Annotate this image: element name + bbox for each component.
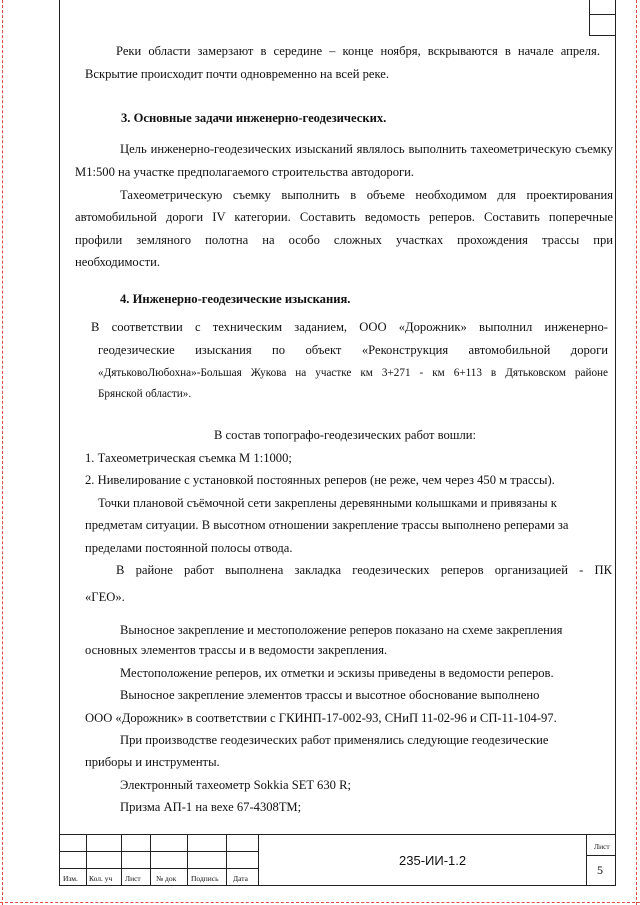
corner-box-edge (589, 0, 590, 14)
paragraph-line: Призма АП-1 на вехе 67-4308ТМ; (120, 800, 302, 814)
paragraph-line: В соответствии с техническим заданием, ООО «Дорожник» выполнил инженерно- (91, 320, 608, 334)
paragraph-line: Местоположение реперов, их отметки и эскизы приведены в ведомости реперов. (120, 666, 554, 680)
paragraph-line: Брянской области». (98, 388, 192, 400)
paragraph-line: предметам ситуации. В высотном отношении закрепление трассы выполнено реперами за (85, 518, 569, 532)
paragraph-line: приборы и инструменты. (85, 755, 220, 769)
paragraph-line: М1:500 на участке предполагаемого строительства автодороги. (75, 165, 415, 179)
title-block (59, 834, 616, 886)
paragraph-line: Вскрытие происходит почти одновременно на всей реке. (85, 67, 390, 81)
col-data: Дата (233, 874, 248, 883)
paragraph-line: пределами постоянной полосы отвода. (85, 541, 293, 555)
paragraph-line: Выносное закрепление элементов трассы и высотное обоснование выполнено (120, 688, 540, 702)
paragraph-line: Цель инженерно-геодезических изысканий являлось выполнить тахеометрическую съемку (120, 142, 613, 156)
paragraph-line: «ГЕО». (85, 590, 125, 604)
paragraph-line: автомобильной дороги IV категории. Составить ведомость реперов. Составить поперечные (75, 210, 613, 224)
stamp-line (586, 834, 587, 886)
paragraph-line: Тахеометрическую съемку выполнить в объеме необходимом для проектирования (120, 188, 613, 202)
paragraph-line: профили земляного полотна на особо сложных участках прохождения трассы при (75, 233, 613, 247)
cut-line-left (2, 0, 3, 905)
sheet-label: Лист (594, 842, 610, 851)
stamp-line (121, 834, 122, 886)
stamp-line (150, 834, 151, 886)
sheet-number: 5 (597, 863, 603, 877)
col-ndok: № док (156, 874, 177, 883)
paragraph-line: Выносное закрепление и местоположение реперов показано на схеме закрепления (120, 623, 563, 637)
corner-box (589, 14, 616, 36)
paragraph-line: «ДятьковоЛюбохна»-Большая Жукова на участке км 3+271 - км 6+113 в Дятьковском районе (98, 367, 608, 379)
col-kol: Кол. уч (89, 874, 113, 883)
paragraph-line: ООО «Дорожник» в соответствии с ГКИНП-17-002-93, СНиП 11-02-96 и СП-11-104-97. (85, 711, 557, 725)
paragraph-line: необходимости. (75, 255, 161, 269)
stamp-line (226, 834, 227, 886)
page-frame (59, 0, 616, 886)
list-item: 2. Нивелирование с установкой постоянных реперов (не реже, чем через 450 м трассы). (85, 473, 555, 487)
col-podpis: Подпись (191, 874, 219, 883)
section-heading-3: 3. Основные задачи инженерно-геодезических. (121, 111, 387, 125)
col-list: Лист (125, 874, 141, 883)
document-code: 235-ИИ-1.2 (399, 853, 467, 868)
list-item: 1. Тахеометрическая съемка М 1:1000; (85, 451, 292, 465)
paragraph-line: Электронный тахеометр Sokkia SET 630 R; (120, 778, 351, 792)
paragraph-line: геодезические изыскания по объект «Реконструкция автомобильной дороги (98, 343, 608, 357)
stamp-line (59, 834, 616, 835)
stamp-line (59, 851, 258, 852)
stamp-line (86, 834, 87, 886)
cut-line-bottom (0, 902, 640, 903)
cut-line-right (636, 0, 637, 905)
stamp-line (59, 868, 258, 869)
paragraph-line: Точки плановой съёмочной сети закреплены деревянными колышками и привязаны к (98, 496, 557, 510)
paragraph-line: В районе работ выполнена закладка геодезических реперов организацией - ПК (116, 563, 612, 577)
works-title: В состав топографо-геодезических работ вошли: (214, 428, 477, 442)
col-izm: Изм. (63, 874, 78, 883)
stamp-line (586, 855, 616, 856)
stamp-line (187, 834, 188, 886)
section-heading-4: 4. Инженерно-геодезические изыскания. (120, 292, 351, 306)
paragraph-line: основных элементов трассы и в ведомости закрепления. (85, 643, 388, 657)
paragraph-line: При производстве геодезических работ применялись следующие геодезические (120, 733, 549, 747)
stamp-line (258, 834, 259, 886)
paragraph-line: Реки области замерзают в середине – конце ноября, вскрываются в начале апреля. (116, 44, 600, 58)
